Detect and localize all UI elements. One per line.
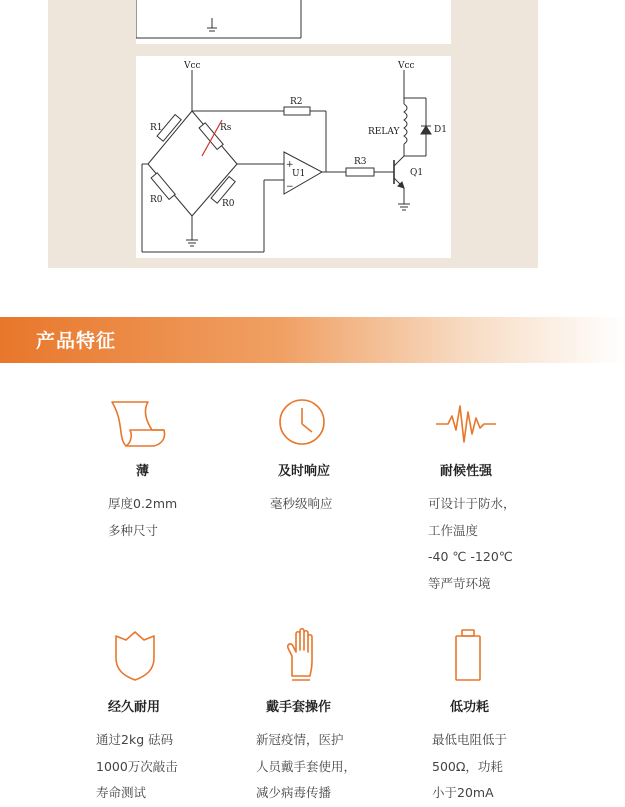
rs-label: Rs <box>220 123 232 133</box>
r0-left-label: R0 <box>150 195 163 205</box>
previous-schematic-bottom <box>136 0 451 44</box>
clock-icon <box>274 398 328 448</box>
feature-desc-weather: 可设计于防水， 工作温度 -40 ℃ -120℃ 等严苛环境 <box>428 496 516 591</box>
battery-icon <box>452 628 488 684</box>
vcc-right-label: Vcc <box>398 61 415 71</box>
feature-title-thin: 薄 <box>136 464 150 479</box>
section-title: 产品特征 <box>36 330 117 352</box>
waveform-icon <box>434 398 498 448</box>
vcc-left-label: Vcc <box>184 61 201 71</box>
section-header <box>0 317 625 363</box>
feature-title-gloves: 戴手套操作 <box>266 700 332 715</box>
relay-label: RELAY <box>368 127 400 137</box>
opamp-plus: + <box>286 160 294 170</box>
r0-right-label: R0 <box>222 199 235 209</box>
feature-desc-durable: 通过2kg 砝码 1000万次敲击 寿命测试 <box>96 732 178 800</box>
feature-title-weather: 耐候性强 <box>440 464 493 479</box>
opamp-minus: − <box>286 182 294 192</box>
circuit-schematic <box>136 56 451 258</box>
feature-title-response: 及时响应 <box>278 464 331 479</box>
shield-icon <box>112 628 158 682</box>
thin-film-icon <box>108 398 168 448</box>
u1-label: U1 <box>292 169 306 179</box>
feature-desc-response: 毫秒级响应 <box>270 496 333 511</box>
feature-desc-thin: 厚度0.2mm 多种尺寸 <box>108 496 178 538</box>
r3-label: R3 <box>354 157 367 167</box>
d1-label: D1 <box>434 125 447 135</box>
feature-title-durable: 经久耐用 <box>108 700 161 715</box>
feature-title-low-power: 低功耗 <box>450 700 490 715</box>
feature-desc-gloves: 新冠疫情，医护 人员戴手套使用， 减少病毒传播 <box>256 732 357 800</box>
q1-label: Q1 <box>410 168 424 178</box>
feature-desc-low-power: 最低电阻低于 500Ω，功耗 小于20mA <box>432 732 508 800</box>
r2-label: R2 <box>290 97 303 107</box>
r1-label: R1 <box>150 123 163 133</box>
glove-icon <box>284 628 324 682</box>
